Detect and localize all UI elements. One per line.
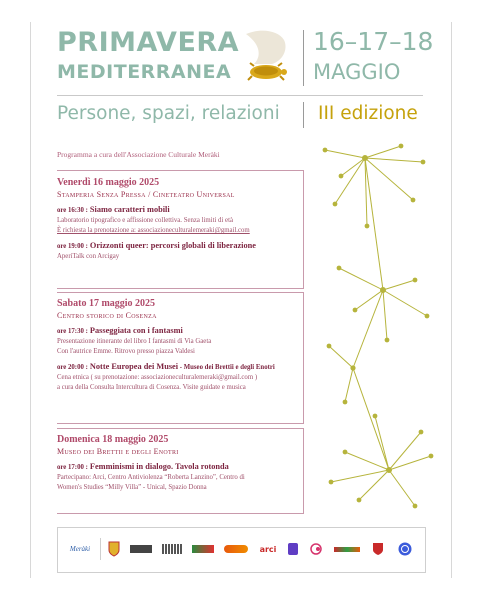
turtle-sail-logo xyxy=(232,28,302,84)
logo-partner xyxy=(310,541,322,557)
event-title xyxy=(57,204,317,216)
event-desc: Women's Studies “Milly Villa” - Unical, Spazio Donna xyxy=(57,484,207,491)
logo-partner xyxy=(288,543,298,555)
logo-meraki: Meràki xyxy=(69,545,91,553)
logo-partner xyxy=(224,545,248,553)
event-title xyxy=(57,240,317,252)
event-desc: Laboratorio tipografico e affissione collettiva. Senza limiti di età xyxy=(57,217,233,224)
event-desc: Presentazione itinerante del libro I fantasmi di Via Gaeta xyxy=(57,338,212,345)
venue: Stamperia Senza Pressa / Cineteatro Universal xyxy=(57,190,235,199)
event-title xyxy=(57,361,307,373)
event-subtitle: - Museo dei Brettii e degli Enotri xyxy=(178,364,275,371)
venue: Museo dei Brettii e degli Enotri xyxy=(57,447,179,456)
round-seal-icon xyxy=(398,542,412,556)
title-primavera: PRIMAVERA xyxy=(57,27,240,58)
event-time: ore 17:30 : xyxy=(57,328,88,335)
venue: Centro storico di Cosenza xyxy=(57,311,157,320)
logo-partner xyxy=(334,547,360,552)
event-time: ore 19:00 : xyxy=(57,243,88,250)
logo-partner xyxy=(372,541,384,557)
event-time: ore 16:30 : xyxy=(57,207,88,214)
event-title xyxy=(57,461,317,473)
subtitle: Persone, spazi, relazioni xyxy=(57,103,280,124)
event-name: Siamo caratteri mobili xyxy=(89,205,170,214)
event-title xyxy=(57,325,307,337)
dates-month: MAGGIO xyxy=(313,60,401,84)
logo-partner xyxy=(108,541,120,557)
day-section-friday xyxy=(57,177,317,262)
logos-divider xyxy=(100,538,101,560)
logo-arci: arci xyxy=(259,544,277,554)
event-desc: È richiesta la prenotazione a: associazioneculturalemeraki@gmail.com xyxy=(57,227,250,234)
logo-partner xyxy=(162,544,182,554)
event-desc: AperiTalk con Arcigay xyxy=(57,253,120,260)
event-name: Orizzonti queer: percorsi globali di liberazione xyxy=(89,241,256,250)
title-mediterranea: MEDITERRANEA xyxy=(57,61,232,83)
event-desc: Con l'autrice Emme. Ritrovo presso piazza Valdesi xyxy=(57,348,195,355)
header-divider xyxy=(303,30,304,86)
event-time: ore 20:00 : xyxy=(57,364,88,371)
logo-partner xyxy=(398,541,412,557)
event-desc: Cena etnica ( su prenotazione: associazioneculturalemeraki@gmail.com ) xyxy=(57,374,258,381)
edition-label: III edizione xyxy=(318,103,418,124)
logo-partner xyxy=(130,545,152,553)
circle-logo-icon xyxy=(310,543,322,555)
crest-icon xyxy=(372,542,384,556)
event-name: Passeggiata con i fantasmi xyxy=(89,326,183,335)
day-section-saturday xyxy=(57,298,307,393)
event-name: Femminismi in dialogo. Tavola rotonda xyxy=(89,462,229,471)
day-section-sunday xyxy=(57,434,317,493)
page-border-left xyxy=(30,22,31,578)
program-note: Programma a cura dell'Associazione Culturale Meràki xyxy=(57,150,220,159)
event-time: ore 17:00 : xyxy=(57,464,88,471)
day-heading: Domenica 18 maggio 2025 xyxy=(57,434,169,445)
day-heading: Sabato 17 maggio 2025 xyxy=(57,298,156,309)
logo-partner xyxy=(192,545,214,553)
shield-icon xyxy=(108,541,120,557)
dates-days: 16–17–18 xyxy=(313,27,434,56)
network-graphic xyxy=(315,140,445,520)
header-rule xyxy=(57,95,423,96)
partner-logos-strip xyxy=(57,527,426,573)
event-desc: a cura della Consulta Intercultura di Cosenza. Visite guidate e musica xyxy=(57,384,246,391)
page-border-right xyxy=(451,22,452,578)
event-desc: Partecipano: Arci, Centro Antiviolenza “Roberta Lanzino”, Centro di xyxy=(57,474,245,481)
subtitle-divider xyxy=(303,102,304,128)
event-name: Notte Europea dei Musei xyxy=(89,362,179,371)
day-heading: Venerdì 16 maggio 2025 xyxy=(57,177,160,188)
